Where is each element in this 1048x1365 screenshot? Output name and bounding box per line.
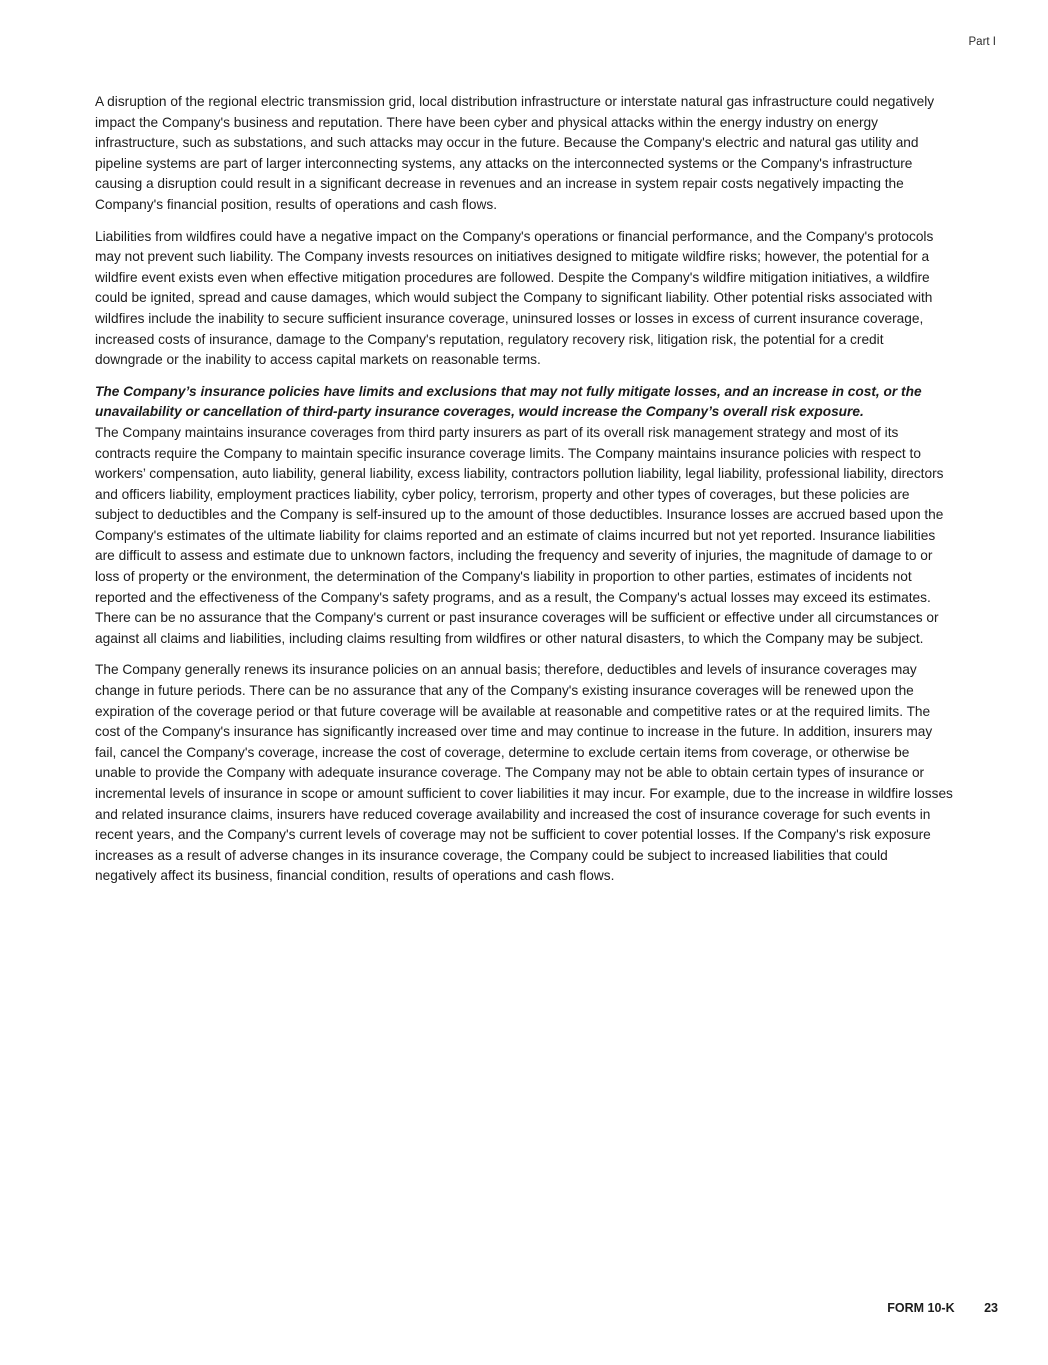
page-number: 23 — [984, 1301, 998, 1315]
paragraph-insurance-coverages: The Company maintains insurance coverages from third party insurers as part of its overall risk management strategy and most of its contracts require the Company to maintain specific insurance coverage limits. The Company maintains insurance policies with respect to workers’ compensation, auto liability, general liability, excess liability, contractors pollution liability, legal liability, professional liability, directors and officers liability, employment practices liability, cyber policy, terrorism, property and other types of coverages, but these policies are subject to deductibles and the Company is self-insured up to the amount of those deductibles. Insurance losses are accrued based upon the Company's estimates of the ultimate liability for claims reported and an estimate of claims incurred but not yet reported. Insurance liabilities are difficult to assess and estimate due to unknown factors, including the frequency and severity of injuries, the magnitude of damage to or loss of property or the environment, the determination of the Company's liability in proportion to other parties, estimates of incidents not reported and the effectiveness of the Company's safety programs, and as a result, the Company's actual losses may exceed its estimates. There can be no assurance that the Company's current or past insurance coverages will be sufficient or effective under all circumstances or against all claims and liabilities, including claims resulting from wildfires or other natural disasters, to which the Company may be subject. — [95, 424, 944, 646]
section-heading-insurance-risk: The Company’s insurance policies have limits and exclusions that may not fully mitigate losses, and an increase in cost, or the unavailability or cancellation of third-party insurance coverages, would increase the Company’s overall risk exposure. — [95, 383, 922, 420]
part-label: Part I — [968, 36, 996, 48]
paragraph-insurance-renewal: The Company generally renews its insurance policies on an annual basis; therefore, deductibles and levels of insurance coverages may change in future periods. There can be no assurance that any of the Company's existing insurance coverages will be renewed upon the expiration of the coverage period or that future coverage will be available at reasonable and competitive rates or at the required limits. The cost of the Company's insurance has significantly increased over time and may continue to increase in the future. In addition, insurers may fail, cancel the Company's coverage, increase the cost of coverage, determine to exclude certain items from coverage, or otherwise be unable to provide the Company with adequate insurance coverage. The Company may not be able to obtain certain types of insurance or incremental levels of insurance in scope or amount sufficient to cover liabilities it may incur. For example, due to the increase in wildfire losses and related insurance claims, insurers have reduced coverage availability and increased the cost of insurance coverage for such events in recent years, and the Company's current levels of coverage may not be sufficient to cover potential losses. If the Company's risk exposure increases as a result of adverse changes in its insurance coverage, the Company could be subject to increased liabilities that could negatively affect its business, financial condition, results of operations and cash flows. — [95, 662, 953, 884]
paragraph-wildfire-liabilities: Liabilities from wildfires could have a negative impact on the Company's operations or financial performance, and the Company's protocols may not prevent such liability. The Company invests resources on initiatives designed to mitigate wildfire risks; however, the potential for a wildfire event exists even when effective mitigation procedures are followed. Despite the Company's wildfire mitigation initiatives, a wildfire could be ignited, spread and cause damages, which would subject the Company to significant liability. Other potential risks associated with wildfires include the inability to secure sufficient insurance coverage, uninsured losses or losses in excess of current insurance coverage, increased costs of insurance, damage to the Company's reputation, regulatory recovery risk, litigation risk, the potential for a credit downgrade or the inability to access capital markets on reasonable terms. — [95, 228, 934, 368]
page-footer — [887, 1301, 998, 1315]
paragraph-grid-disruption: A disruption of the regional electric transmission grid, local distribution infrastructure or interstate natural gas infrastructure could negatively impact the Company's business and reputation. There have been cyber and physical attacks within the energy industry on energy infrastructure, such as substations, and such attacks may occur in the future. Because the Company's electric and natural gas utility and pipeline systems are part of larger interconnecting systems, any attacks on the interconnected systems or the Company's infrastructure causing a disruption could result in a significant decrease in revenues and an increase in system repair costs negatively impacting the Company's financial position, results of operations and cash flows. — [95, 94, 935, 212]
page-header — [969, 36, 996, 48]
form-type-label: FORM 10-K — [887, 1301, 955, 1315]
document-content — [95, 92, 953, 898]
